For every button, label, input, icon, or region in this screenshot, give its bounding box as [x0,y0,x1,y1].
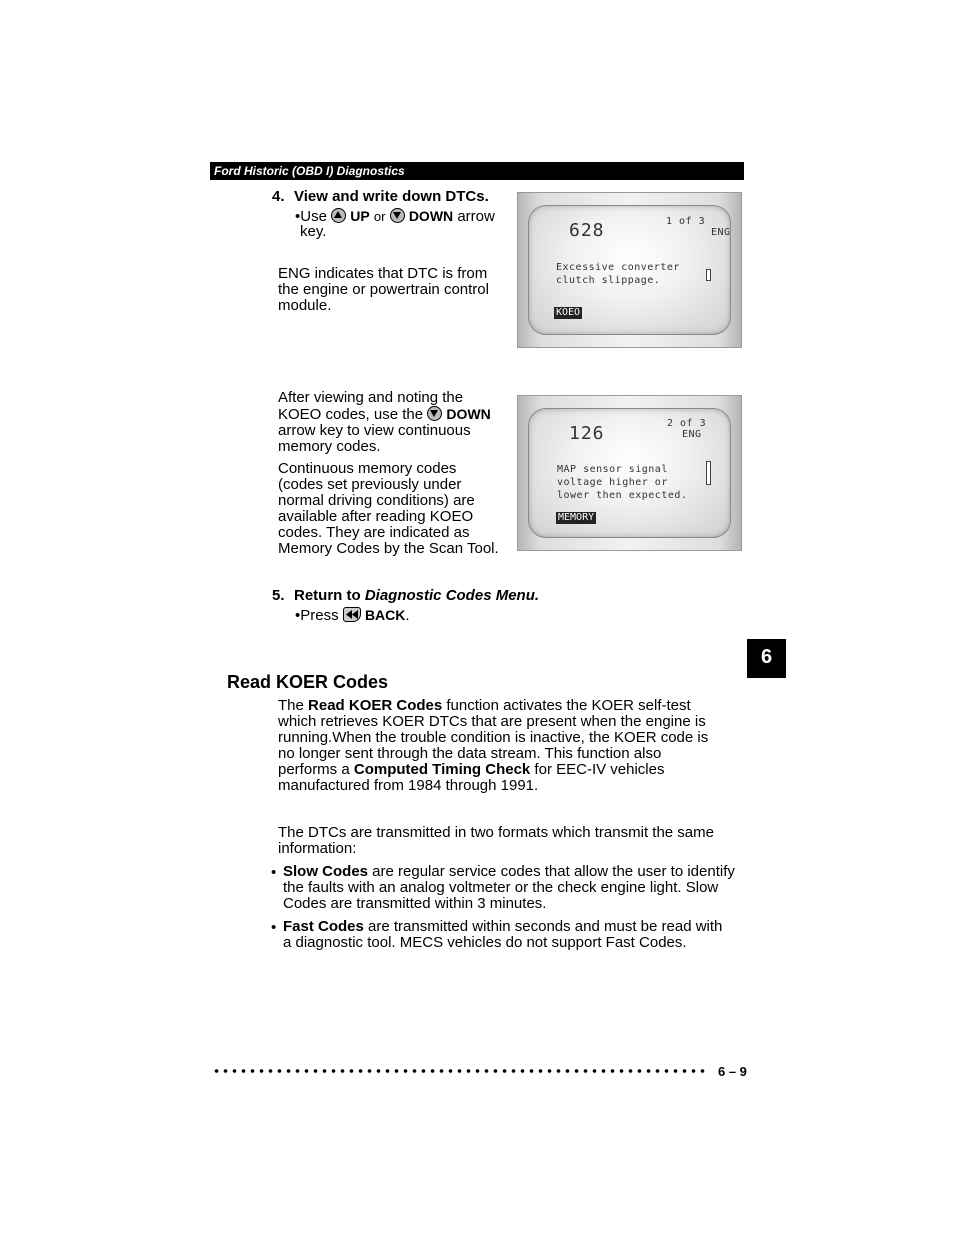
step-5-title: Return to [294,587,361,604]
slow-codes-text [283,864,735,912]
memory-paragraph-1 [278,390,491,455]
mode-tag: MEMORY [558,512,595,523]
step-4-number: 4. [272,188,285,205]
intro-line: manufactured from 1984 through 1991. [278,777,539,794]
lcd-display [528,205,731,335]
down-arrow-icon [390,208,405,223]
intro-line [278,698,708,714]
memory-line: After viewing and noting the [278,389,464,406]
memory-line: arrow key to view continuous [278,422,471,439]
dtc-description: Excessive converter clutch slippage. [556,262,680,286]
lcd-display [528,408,731,538]
fast-codes-text [283,919,722,951]
formats-line: The DTCs are transmitted in two formats which transmit the same [278,824,714,841]
dtc-description: MAP sensor signal voltage higher or lower then expected. [557,464,688,501]
scroll-indicator-icon [706,461,711,485]
page-number: 6 – 9 [718,1064,747,1079]
intro-line: running.When the trouble condition is inactive, the KOER code is [278,729,709,746]
fast-line: a diagnostic tool. MECS vehicles do not support Fast Codes. [283,934,687,951]
bullet-dot: • [271,864,277,881]
slow-line [283,864,735,880]
intro-text: performs a [278,761,354,778]
up-arrow-icon [331,208,346,223]
memory-p2-line: available after reading KOEO [278,508,474,525]
intro-line: which retrieves KOER DTCs that are present when the engine is [278,713,706,730]
formats-line: information: [278,840,357,857]
module-label: ENG [682,429,702,440]
down-key-label: DOWN [408,208,454,224]
memory-p2-line: Memory Codes by the Scan Tool. [278,540,499,557]
eng-note-line: module. [278,297,332,314]
memory-p2-line: normal driving conditions) are [278,492,475,509]
intro-line: no longer sent through the data stream. This function also [278,745,662,762]
running-header: Ford Historic (OBD I) Diagnostics [210,162,744,180]
memory-p2-line: Continuous memory codes [278,460,457,477]
memory-paragraph-2 [278,461,499,557]
slow-line: Codes are transmitted within 3 minutes. [283,895,547,912]
eng-note-line: ENG indicates that DTC is from [278,265,488,282]
memory-line [278,406,491,423]
dtc-counter: 2 of 3 [667,418,707,429]
step-5-instruction [295,607,410,624]
module-label: ENG [711,227,731,238]
or-text: or [373,209,386,224]
bullet-dot: • [271,919,277,936]
use-text: •Use [295,208,327,225]
down-key-label: DOWN [446,406,491,422]
dtc-counter: 1 of 3 [666,216,706,227]
koer-intro-paragraph [278,698,708,794]
dtc-code: 628 [569,220,605,241]
fast-line [283,919,722,935]
slow-codes-term: Slow Codes [283,863,369,880]
up-key-label: UP [350,208,370,224]
memory-p2-line: codes. They are indicated as [278,524,470,541]
slow-codes-bullet [271,864,751,914]
scroll-indicator-icon [706,269,711,281]
step-4-heading [272,188,489,205]
memory-line-prefix: KOEO codes, use the [278,406,424,423]
mode-tag: KOEO [556,307,581,318]
intro-text: function activates the KOER self-test [442,697,691,714]
press-text: •Press [295,607,339,624]
scan-tool-screen-memory [517,395,742,551]
back-key-label: BACK [364,607,406,623]
memory-line: memory codes. [278,438,381,455]
fast-codes-term: Fast Codes [283,918,364,935]
scan-tool-screen-koeo [517,192,742,348]
diagnostic-codes-menu-label: Diagnostic Codes Menu. [364,587,540,604]
intro-line [278,762,708,778]
eng-note-paragraph [278,266,489,314]
intro-text: The [278,697,309,714]
fast-text: are transmitted within seconds and must be read with [363,918,723,935]
step-4-title: View and write down DTCs. [294,188,489,205]
eng-note-line: the engine or powertrain control [278,281,489,298]
computed-timing-check-term: Computed Timing Check [353,761,531,778]
dtc-code: 126 [569,423,605,444]
intro-text: for EEC-IV vehicles [530,761,665,778]
step-5-heading [272,587,539,604]
down-arrow-icon [427,406,442,421]
read-koer-codes-term: Read KOER Codes [308,697,443,714]
slow-text: are regular service codes that allow the user to identify [368,863,735,880]
chapter-tab: 6 [747,639,786,678]
section-title: Read KOER Codes [227,672,389,692]
slow-line: the faults with an analog voltmeter or the check engine light. Slow [283,879,719,896]
key-text: key. [300,223,327,240]
memory-p2-line: (codes set previously under [278,476,462,493]
formats-paragraph [278,825,714,857]
footer-dot-leader [212,1066,708,1076]
period: . [405,607,410,624]
step-5-number: 5. [272,587,285,604]
fast-codes-bullet [271,919,751,953]
arrow-text: arrow [457,208,495,225]
back-icon [343,607,361,622]
